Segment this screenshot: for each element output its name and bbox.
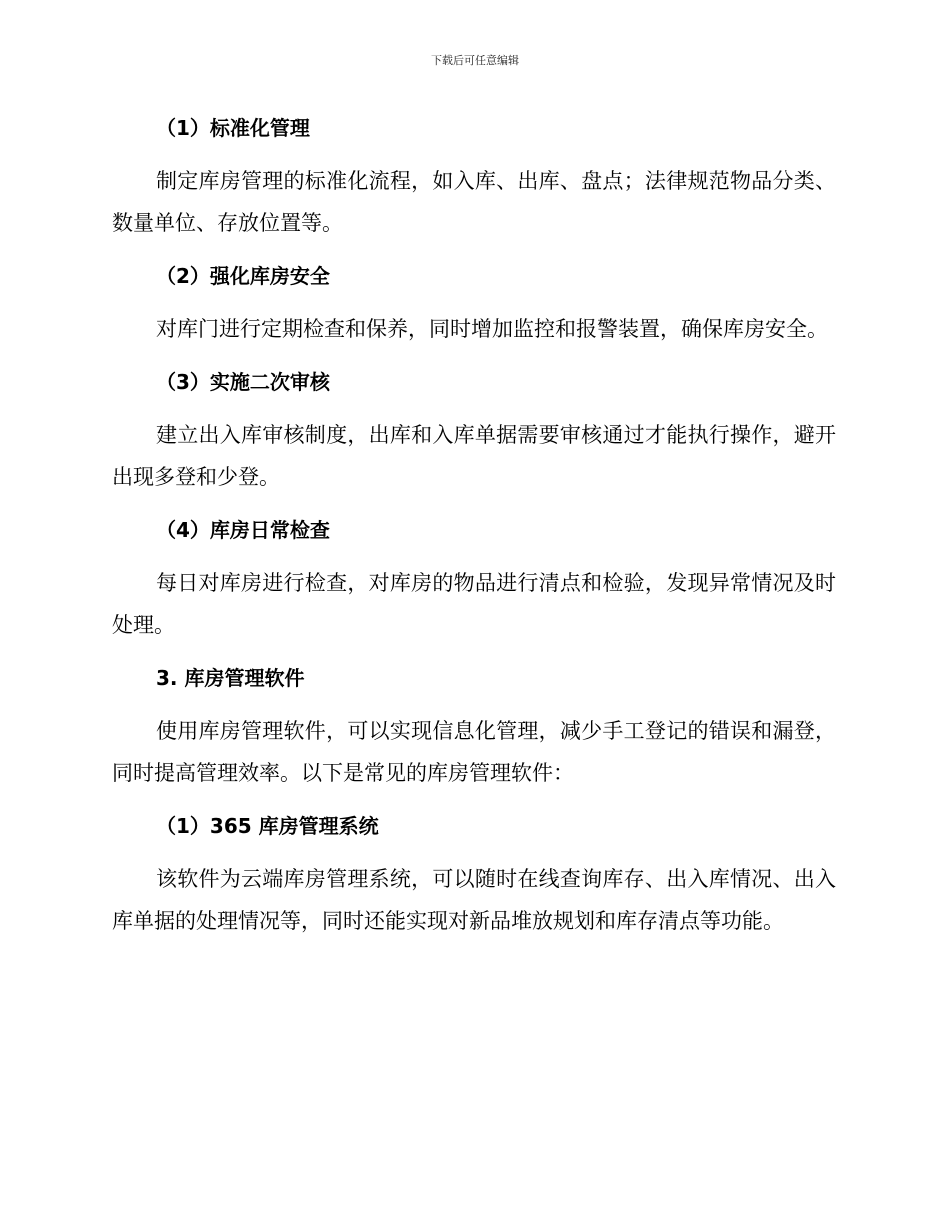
section-heading-software: 3. 库房管理软件	[156, 666, 305, 690]
section-paragraph-software: 使用库房管理软件，可以实现信息化管理，减少手工登记的错误和漏登，同时提高管理效率。以下是常见的库房管理软件：	[112, 719, 836, 785]
section-paragraph-standardization: 制定库房管理的标准化流程，如入库、出库、盘点；法律规范物品分类、数量单位、存放位置等。	[112, 169, 836, 235]
section-heading-365-system: （1）365 库房管理系统	[156, 814, 379, 838]
section-paragraph-security: 对库门进行定期检查和保养，同时增加监控和报警装置，确保库房安全。	[156, 317, 828, 341]
section-heading-standardization: （1）标准化管理	[156, 116, 310, 140]
section-paragraph-second-review: 建立出入库审核制度，出库和入库单据需要审核通过才能执行操作，避开出现多登和少登。	[112, 423, 836, 489]
section-paragraph-365-system: 该软件为云端库房管理系统，可以随时在线查询库存、出入库情况、出入库单据的处理情况等，同时还能实现对新品堆放规划和库存清点等功能。	[112, 867, 836, 933]
document-body	[112, 108, 836, 954]
section-heading-daily-check: （4）库房日常检查	[156, 518, 330, 542]
section-heading-security: （2）强化库房安全	[156, 264, 330, 288]
section-paragraph-daily-check: 每日对库房进行检查，对库房的物品进行清点和检验，发现异常情况及时处理。	[112, 571, 836, 637]
section-heading-second-review: （3）实施二次审核	[156, 370, 330, 394]
page-header-note: 下载后可任意编辑	[431, 54, 519, 67]
